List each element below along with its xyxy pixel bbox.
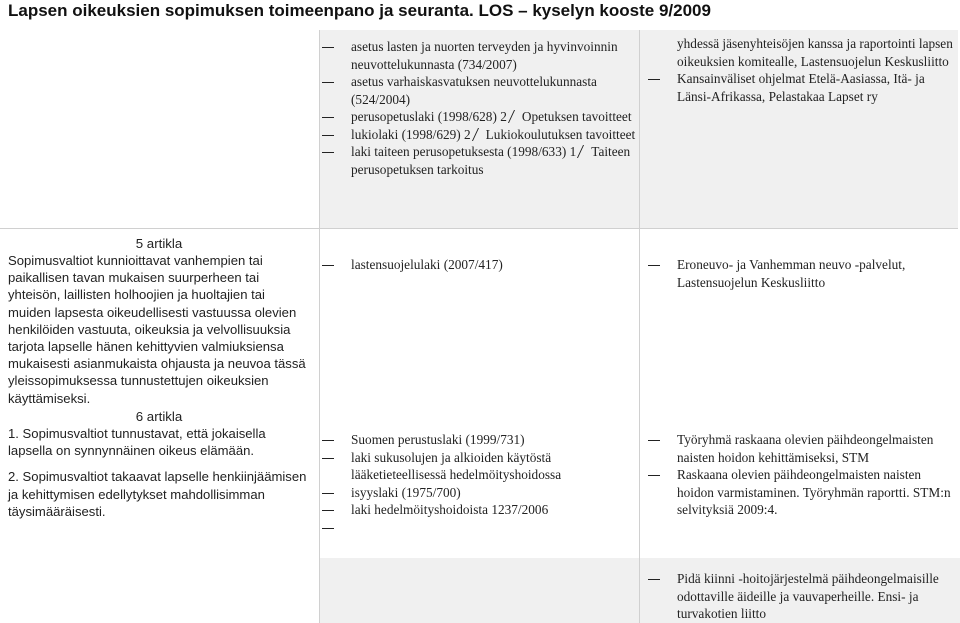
actor-item: Eroneuvo- ja Vanhemman neuvo -palvelut, Lastensuojelun Keskusliitto xyxy=(648,256,954,291)
top-actors-list xyxy=(648,35,954,105)
article-5-actors-list xyxy=(648,256,954,291)
column-divider-2 xyxy=(639,30,640,623)
column-divider-1 xyxy=(319,30,320,623)
law-item: asetus lasten ja nuorten terveyden ja hyvinvoinnin neuvottelukunnasta (734/2007) xyxy=(322,38,636,73)
law-item: laki sukusolujen ja alkioiden käytöstä lääketieteellisessä hedelmöityshoidossa xyxy=(322,449,636,484)
article-5-heading: 5 artikla xyxy=(135,236,183,251)
actor-item: Raskaana olevien päihdeongelmaisten naisten hoidon varmistaminen. Työryhmän raportti. STM:n selvityksiä 2009:4. xyxy=(648,466,954,519)
section-sign-icon xyxy=(577,145,590,158)
top-laws-list xyxy=(322,38,636,178)
article-6-actors-bottom-list xyxy=(648,570,954,623)
law-item: isyyslaki (1975/700) xyxy=(322,484,636,502)
article-6-actors-list xyxy=(648,431,954,519)
page-title: Lapsen oikeuksien sopimuksen toimeenpano ja seuranta. LOS – kyselyn kooste 9/2009 xyxy=(8,1,711,20)
law-item: lukiolaki (1998/629) 2 Lukiokoulutuksen tavoitteet xyxy=(322,126,636,144)
actor-item-continued: yhdessä jäsenyhteisöjen kanssa ja raportointi lapsen oikeuksien komitealle, Lastensuojelun Keskusliitto xyxy=(677,36,953,69)
article-6-paragraph-1: 1. Sopimusvaltiot tunnustavat, että jokaisella lapsella on synnynnäinen oikeus elämään. xyxy=(8,426,266,459)
law-item: laki taiteen perusopetuksesta (1998/633) 1 Taiteen perusopetuksen tarkoitus xyxy=(322,143,636,178)
law-item: lastensuojelulaki (2007/417) xyxy=(322,256,636,274)
article-5-cell xyxy=(8,235,310,407)
bottom-row-article-cell xyxy=(0,558,319,623)
law-item: asetus varhaiskasvatuksen neuvottelukunnasta (524/2004) xyxy=(322,73,636,108)
row-divider xyxy=(0,228,958,229)
article-6-laws-list xyxy=(322,431,636,536)
article-6-paragraph-2: 2. Sopimusvaltiot takaavat lapselle henkiinjäämisen ja kehittymisen edellytykset mahdollisimman täysimääräisesti. xyxy=(8,469,307,519)
law-item: Suomen perustuslaki (1999/731) xyxy=(322,431,636,449)
article-6-cell xyxy=(8,408,310,520)
section-sign-icon xyxy=(472,128,485,141)
article-5-text: Sopimusvaltiot kunnioittavat vanhempien tai paikallisen tavan mukaisen suurperheen tai yhteisön, laillisten holhoojien ja huoltajien tai muiden lapsesta oikeudellisesti vastuussa olevien henkilöiden vastuuta, oikeuksia ja velvollisuuksia tarjota lapselle hänen kehittyvien valmiuksiensa mukaisesti asianmukaista ohjausta ja neuvoa tässä yleissopimuksessa tunnustettujen oikeuksien käyttämiseksi. xyxy=(8,253,306,406)
law-item: laki hedelmöityshoidoista 1237/2006 xyxy=(322,501,636,519)
article-6-heading: 6 artikla xyxy=(135,409,183,424)
top-row-empty-article-cell xyxy=(0,30,319,228)
article-5-laws-list xyxy=(322,256,636,274)
actor-item: Pidä kiinni -hoitojärjestelmä päihdeongelmaisille odottaville äideille ja vauvaperheille. Ensi- ja turvakotien liitto xyxy=(648,570,954,623)
actor-item: Kansainväliset ohjelmat Etelä-Aasiassa, Itä- ja Länsi-Afrikassa, Pelastakaa Lapset ry xyxy=(648,70,954,105)
section-sign-icon xyxy=(508,110,521,123)
law-item-empty xyxy=(322,519,636,537)
law-item: perusopetuslaki (1998/628) 2 Opetuksen tavoitteet xyxy=(322,108,636,126)
actor-item: Työryhmä raskaana olevien päihdeongelmaisten naisten hoidon kehittämiseksi, STM xyxy=(648,431,954,466)
